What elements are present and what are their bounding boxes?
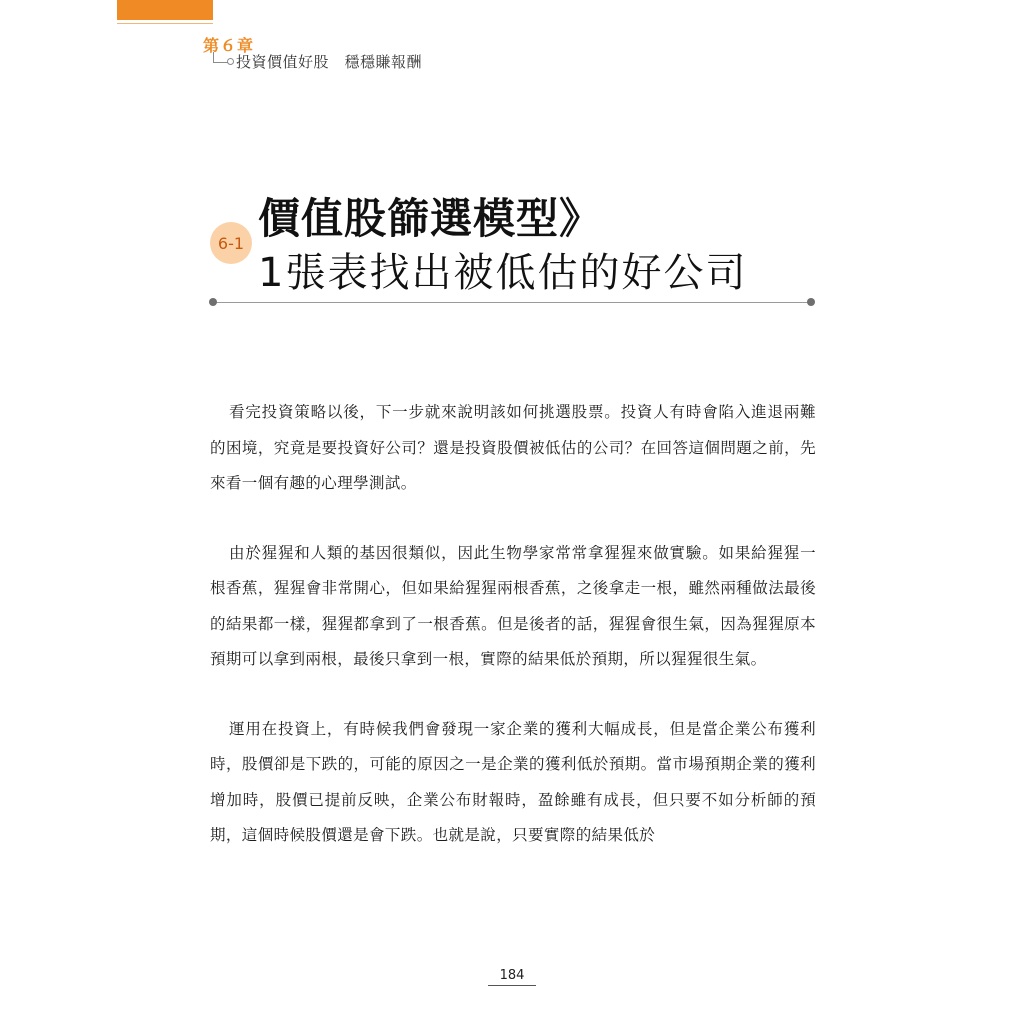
section-number: 6-1 <box>217 233 245 253</box>
page-number-underline <box>488 985 536 986</box>
section-title-sub: 1張表找出被低估的好公司 <box>258 250 748 296</box>
section-title-main: 價值股篩選模型》 <box>258 194 603 243</box>
page-number: 184 <box>499 968 525 983</box>
divider-right-dot-icon <box>807 298 815 306</box>
paragraph-2: 由於猩猩和人類的基因很類似，因此生物學家常常拿猩猩來做實驗。如果給猩猩一根香蕉，猩猩會非常開心，但如果給猩猩兩根香蕉，之後拿走一根，雖然兩種做法最後的結果都一樣，猩猩都拿到了一根香蕉。但是後者的話，猩猩會很生氣，因為猩猩原本預期可以拿到兩根，最後只拿到一根，實際的結果低於預期，所以猩猩很生氣。 <box>210 543 816 668</box>
title-divider <box>213 302 810 303</box>
paragraph-3: 運用在投資上，有時候我們會發現一家企業的獲利大幅成長，但是當企業公布獲利時，股價卻是下跌的，可能的原因之一是企業的獲利低於預期。當市場預期企業的獲利增加時，股價已提前反映，企業公布財報時，盈餘雖有成長，但只要不如分析師的預期，這個時候股價還是會下跌。也就是說，只要實際的結果低於 <box>210 719 816 844</box>
body-text <box>210 395 816 888</box>
chapter-subtitle: 投資價值好股 穩穩賺報酬 <box>236 53 423 71</box>
header-bullet-icon <box>227 58 234 65</box>
header-bracket-line <box>213 52 228 63</box>
chapter-label: 第６章 <box>203 36 255 55</box>
paragraph-1: 看完投資策略以後，下一步就來說明該如何挑選股票。投資人有時會陷入進退兩難的困境，究竟是要投資好公司？還是投資股價被低估的公司？在回答這個問題之前，先來看一個有趣的心理學測試。 <box>210 403 816 492</box>
divider-left-dot-icon <box>209 298 217 306</box>
section-number-badge <box>210 222 252 264</box>
chapter-tab-decoration <box>117 0 213 20</box>
chapter-tab-underline <box>117 23 213 24</box>
